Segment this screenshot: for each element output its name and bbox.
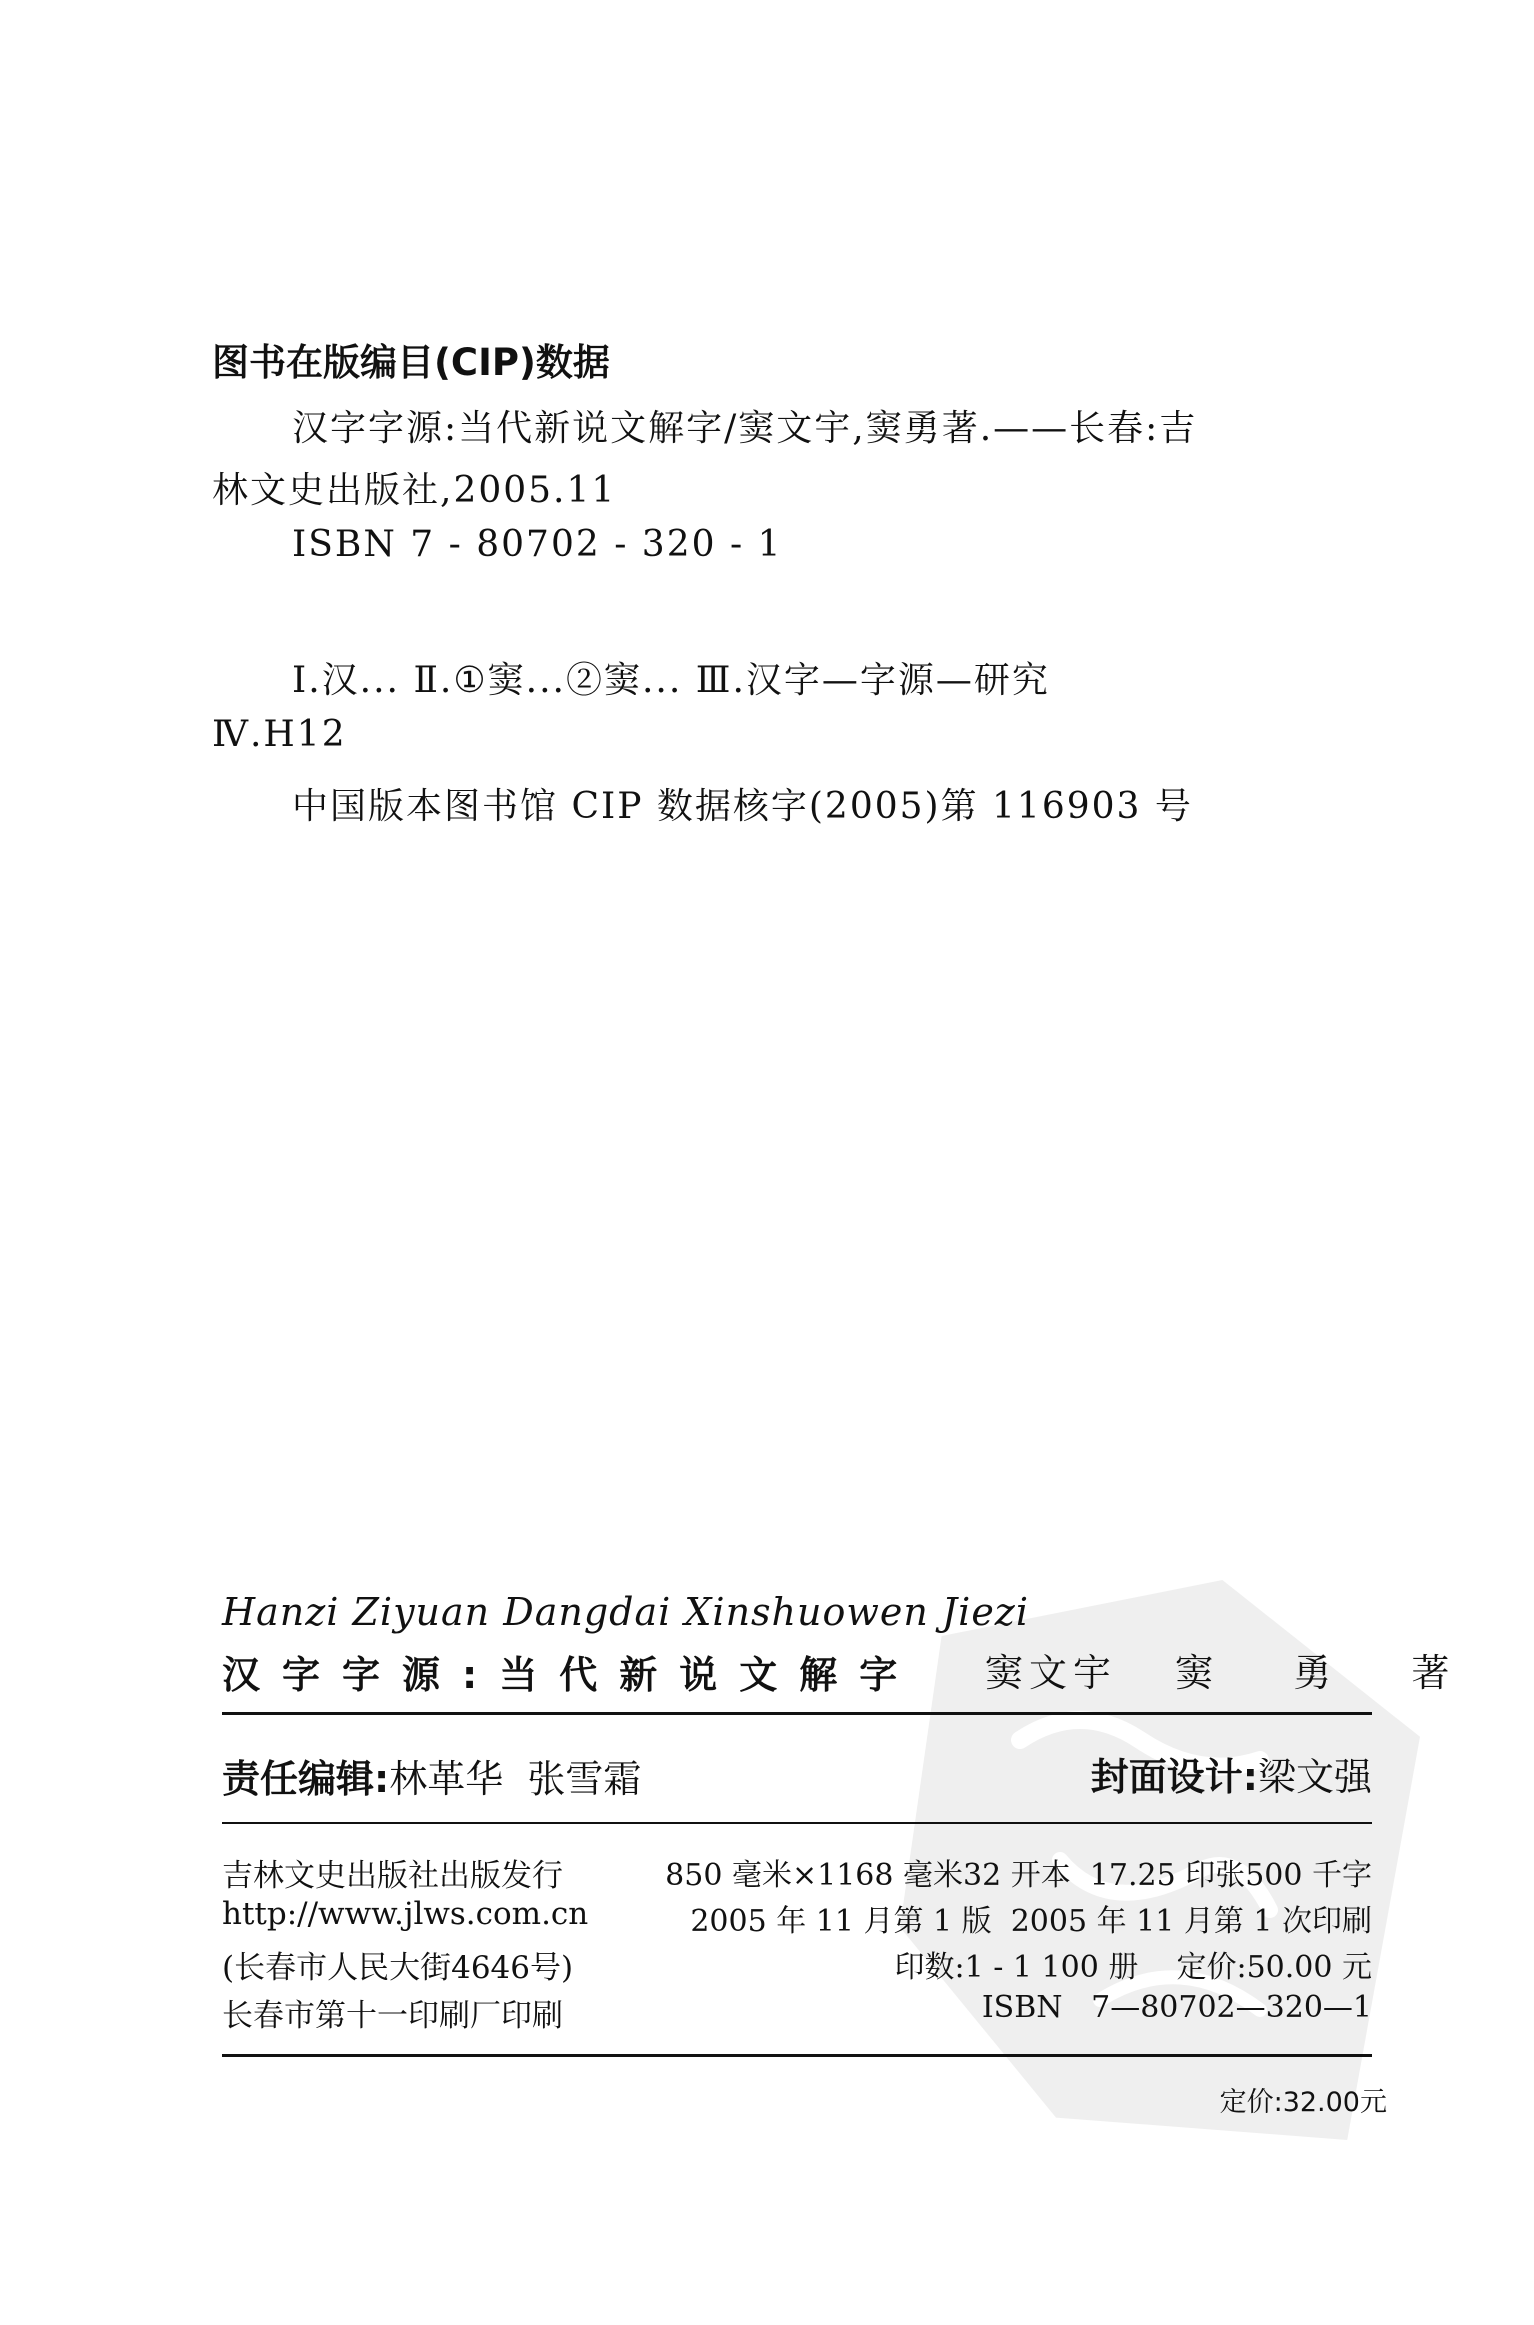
authors <box>985 1642 1455 1697</box>
cip-heading: 图书在版编目(CIP)数据 <box>212 341 610 384</box>
cip-classification: Ⅰ.汉... Ⅱ.①窦...②窦... Ⅲ.汉字—字源—研究 <box>292 660 1050 701</box>
divider-top <box>222 1712 1372 1715</box>
designer-name: 梁文强 <box>1257 1755 1372 1799</box>
author-2-given: 勇 <box>1293 1651 1338 1695</box>
authorship-mark: 著 <box>1411 1651 1456 1695</box>
editor-names: 林革华 张雪霜 <box>389 1757 642 1801</box>
publisher-website: http://www.jlws.com.cn <box>222 1896 589 1932</box>
chinese-title: 汉字字源:当代新说文解字 <box>222 1653 920 1697</box>
cip-verification: 中国版本图书馆 CIP 数据核字(2005)第 116903 号 <box>292 786 1193 827</box>
cip-title-line: 汉字字源:当代新说文解字/窦文宇,窦勇著.——长春:吉 <box>292 408 1198 449</box>
author-1: 窦文宇 <box>985 1651 1118 1695</box>
author-2-surname: 窦 <box>1175 1651 1220 1695</box>
designer-line <box>1091 1746 1372 1801</box>
editor-label: 责任编辑: <box>222 1757 390 1801</box>
editor-line <box>222 1748 641 1803</box>
pinyin-title: Hanzi Ziyuan Dangdai Xinshuowen Jiezi <box>222 1590 1029 1634</box>
cip-publisher-line: 林文史出版社,2005.11 <box>212 470 617 511</box>
format-spec: 850 毫米×1168 毫米32 开本 17.25 印张500 千字 <box>665 1858 1372 1893</box>
final-price: 定价:32.00元 <box>1219 2087 1387 2118</box>
edition-info: 2005 年 11 月第 1 版 2005 年 11 月第 1 次印刷 <box>690 1904 1372 1939</box>
cip-isbn: ISBN 7 - 80702 - 320 - 1 <box>292 524 783 565</box>
publisher-line: 吉林文史出版社出版发行 <box>222 1858 563 1894</box>
publisher-address: (长春市人民大街4646号) <box>222 1950 574 1986</box>
divider-bottom <box>222 2054 1372 2057</box>
cip-class-code: Ⅳ.H12 <box>212 714 347 755</box>
designer-label: 封面设计: <box>1090 1755 1258 1799</box>
print-run-price: 印数:1 - 1 100 册 定价:50.00 元 <box>894 1950 1372 1985</box>
colophon-isbn: ISBN 7—80702—320—1 <box>981 1990 1372 2025</box>
printer-line: 长春市第十一印刷厂印刷 <box>222 1998 563 2034</box>
divider-middle <box>222 1822 1372 1824</box>
